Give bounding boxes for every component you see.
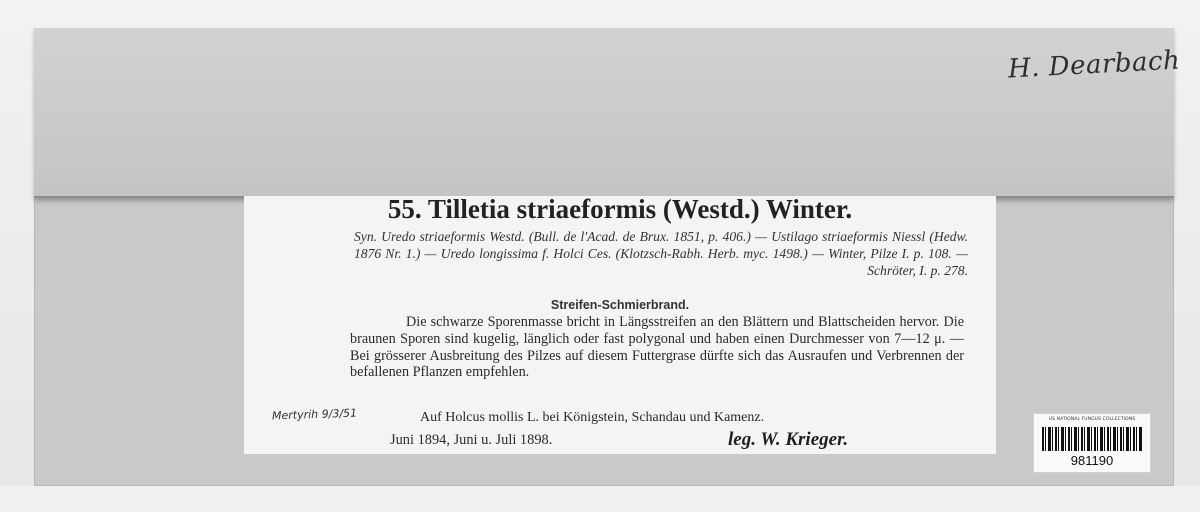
barcode-label <box>1033 413 1151 473</box>
common-name: Streifen-Schmierbrand. <box>550 298 690 312</box>
collector-name: leg. W. Krieger. <box>728 429 849 450</box>
habitat-text: Auf Holcus mollis L. bei Königstein, Schandau und Kamenz. <box>420 410 765 425</box>
packet-flap <box>34 28 1174 198</box>
species-title: 55. Tilletia striaeformis (Westd.) Winter. <box>387 194 853 224</box>
barcode-bars <box>1042 427 1142 451</box>
margin-handwritten-note: Mertyrih 9/3/51 <box>271 406 358 423</box>
handwritten-annotation: H. Dearbach <box>1007 45 1181 85</box>
scan-bottom-band <box>0 486 1200 512</box>
barcode-number: 981190 <box>1070 453 1114 468</box>
collection-dates: Juni 1894, Juni u. Juli 1898. <box>390 432 553 448</box>
description-text: Die schwarze Sporenmasse bricht in Längsstreifen an den Blättern und Blattscheiden hervor. Die braunen Sporen sind kugelig, länglich oder fast polygonal und haben einen Durchmesser von 7—12 μ. — Bei grösserer Ausbreitung des Pilzes auf diesem Futtergrase dürfte sich das Ausraufen und Verbrennen der befallenen Pflanzen empfehlen. <box>350 314 964 381</box>
barcode-header: US NATIONAL FUNGUS COLLECTIONS <box>1048 417 1136 422</box>
synonymy-text: Syn. Uredo striaeformis Westd. (Bull. de l'Acad. de Brux. 1851, p. 406.) — Ustilago striaeformis Niessl (Hedw. 1876 Nr. 1.) — Uredo longissima f. Holci Ces. (Klotzsch-Rabh. Herb. myc. 1498.) — Winter, Pilze I. p. 108. — Schröter, I. p. 278. <box>354 229 968 278</box>
